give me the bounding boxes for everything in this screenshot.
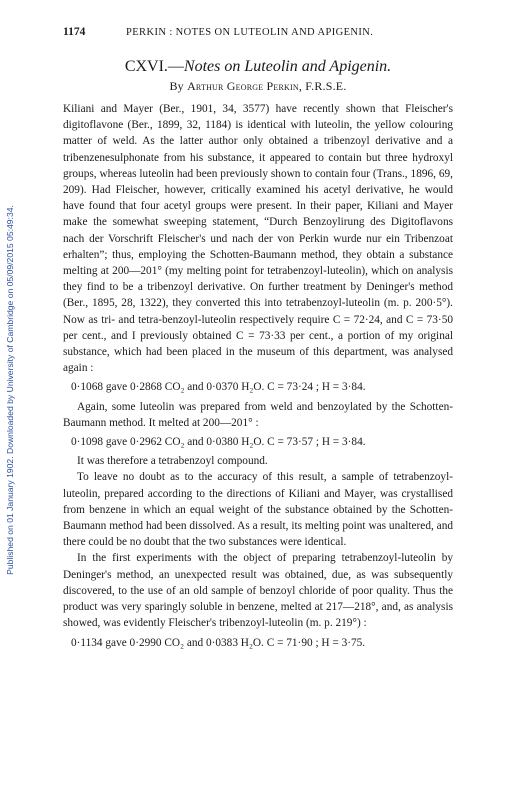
paragraph: In the first experiments with the object of preparing tetrabenzoyl-luteolin by Deninger's method, an unexpected result was obtained, due, as was subsequently discovered, to the use of an old sample of benzoyl chloride of poor quality. Thus the product was very sparingly soluble in benzene, melted at 217—218°, and, as analysis showed, was evidently Fleischer's tribenzoyl-luteolin (m. p. 219°) : <box>63 552 453 630</box>
running-title: PERKIN : NOTES ON LUTEOLIN AND APIGENIN. <box>126 27 374 38</box>
download-note <box>2 40 18 740</box>
author-prefix: By <box>169 79 188 93</box>
journal-page <box>63 26 453 651</box>
author-line <box>63 79 453 94</box>
page-number: 1174 <box>63 26 86 38</box>
paragraph: It was therefore a tetrabenzoyl compound. <box>77 455 268 468</box>
paragraph: Again, some luteolin was prepared from weld and benzoylated by the Schotten-Baumann method. It melted at 200—201° : <box>63 400 453 429</box>
analysis-formula: 0·1068 gave 0·2868 CO₂ and 0·0370 H₂O. C = 73·24 ; H = 3·84. <box>71 381 366 394</box>
author-suffix: , F.R.S.E. <box>298 79 347 93</box>
article-title-text: Notes on Luteolin and Apigenin. <box>183 58 392 75</box>
analysis-formula: 0·1134 gave 0·2990 CO₂ and 0·0383 H₂O. C = 71·90 ; H = 3·75. <box>71 636 366 649</box>
paragraph: Kiliani and Mayer (Ber., 1901, 34, 3577) have recently shown that Fleischer's digitoflavone (Ber., 1899, 32, 1184) is identical with luteolin, the yellow colouring matter of weld. As the latter author only obtained a tribenzoyl derivative and a tribenzenesulphonate from his substance, it appeared to contain but three hydroxyl groups, whereas luteolin had been previously shown to contain four (Trans., 1896, 69, 209). Had Fleischer, however, critically examined his acetyl derivative, he would have found that four acetyl groups were present. In their paper, Kiliani and Mayer make the somewhat sweeping statement, “Durch Benzoylirung des Digitoflavons nach der Vorschrift Fleischer's und nach der von Perkin wurde nur ein Tribenzoat erhalten”; thus, employing the Schotten-Baumann method, they obtain a substance melting at 200—201° (my melting point for tetrabenzoyl-luteolin), which on analysis they find to be a tribenzoyl derivative. On further treatment by Deninger's method (Ber., 1895, 28, 1322), they converted this into tetrabenzoyl-luteolin (m. p. 200·5°). Now as tri- and tetra-benzoyl-luteolin respectively require C = 72·24, and C = 73·50 per cent., and I previously obtained C = 73·33 per cent., a portion of my original substance, which had been placed in the museum of this department, was analysed again : <box>63 103 453 375</box>
download-note-text: Published on 01 January 1902. Downloaded by University of Cambridge on 05/09/2015 05:49:34. <box>5 205 15 575</box>
author-name: Arthur George Perkin <box>187 79 299 93</box>
running-head <box>63 26 453 44</box>
article-number: CXVI.— <box>124 58 184 75</box>
article-title <box>63 58 453 76</box>
paragraph: To leave no doubt as to the accuracy of this result, a sample of tetrabenzoyl-luteolin, prepared according to the directions of Kiliani and Mayer, was crystallised from benzene in which an equal weight of the substance obtained by the Schotten-Baumann method had been dissolved. As a result, its melting point was unaltered, and there could be no doubt that the two substances were identical. <box>63 471 453 549</box>
analysis-formula: 0·1098 gave 0·2962 CO₂ and 0·0380 H₂O. C = 73·57 ; H = 3·84. <box>71 436 366 449</box>
